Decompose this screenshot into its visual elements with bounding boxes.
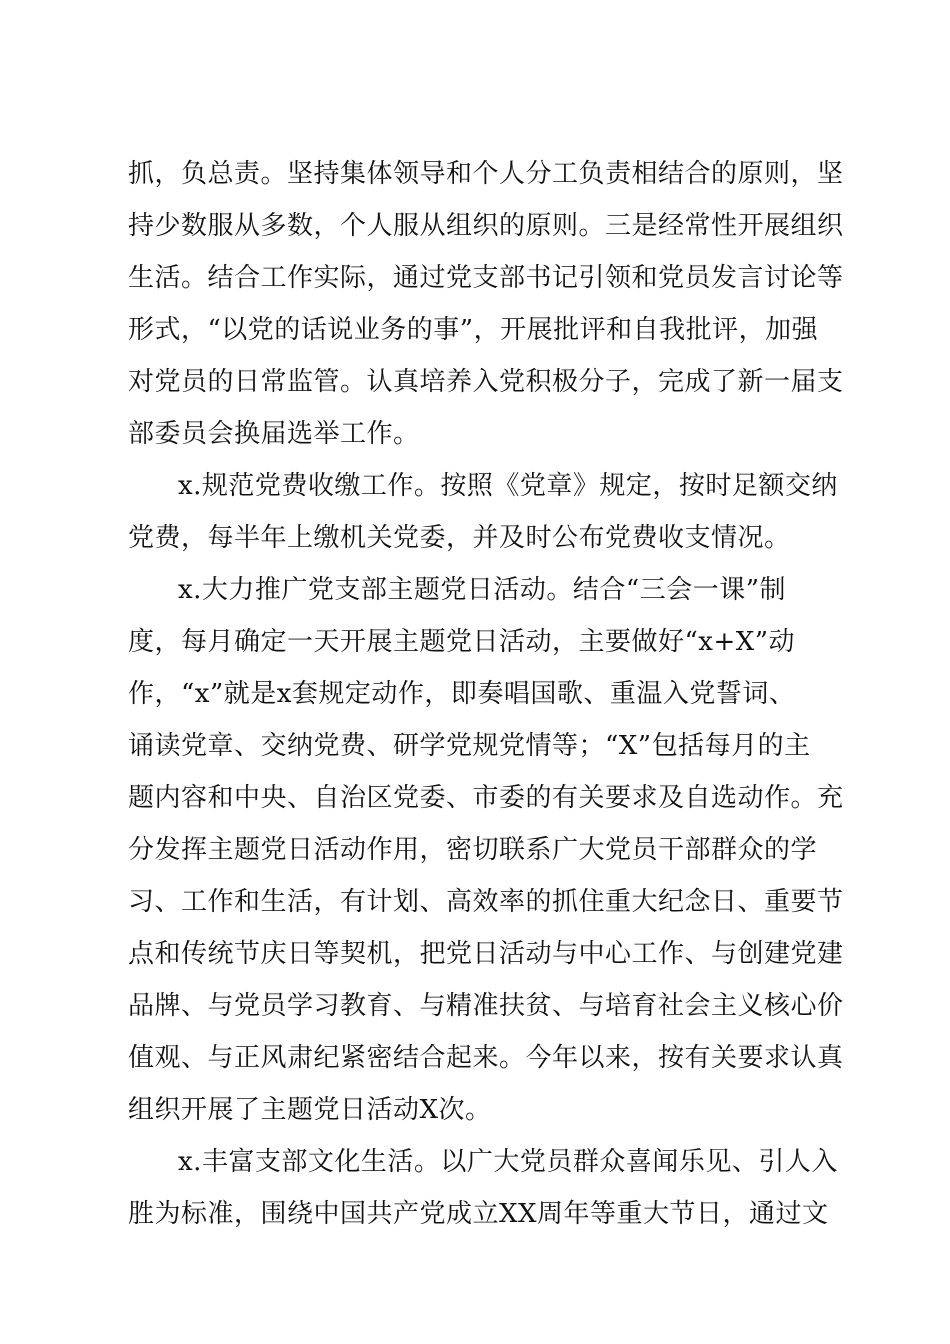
section-heading-line: x.规范党费收缴工作。按照《党章》规定，按时足额交纳 <box>178 471 838 501</box>
body-text-line: 组织开展了主题党日活动X次。 <box>128 1095 492 1125</box>
section-heading-line: x.丰富支部文化生活。以广大党员群众喜闻乐见、引人入 <box>178 1147 838 1177</box>
body-text-line: 持少数服从多数，个人服从组织的原则。三是经常性开展组织 <box>128 211 844 241</box>
body-text-line: 胜为标准，围绕中国共产党成立XX周年等重大节日，通过文 <box>128 1199 829 1229</box>
body-text-line: 点和传统节庆日等契机，把党日活动与中心工作、与创建党建 <box>128 939 844 969</box>
body-text-line: 分发挥主题党日活动作用，密切联系广大党员干部群众的学 <box>128 835 818 865</box>
body-text-line: 作，“x”就是x套规定动作，即奏唱国歌、重温入党誓词、 <box>128 679 796 709</box>
section-heading-line: x.大力推广党支部主题党日活动。结合“三会一课”制 <box>178 575 787 605</box>
body-text-line: 党费，每半年上缴机关党委，并及时公布党费收支情况。 <box>128 523 791 553</box>
body-text-line: 度，每月确定一天开展主题党日活动，主要做好“x+X”动 <box>128 627 796 657</box>
body-text-line: 生活。结合工作实际，通过党支部书记引领和党员发言讨论等 <box>128 263 844 293</box>
body-text-line: 对党员的日常监管。认真培养入党积极分子，完成了新一届支 <box>128 367 844 397</box>
body-text-line: 品牌、与党员学习教育、与精准扶贫、与培育社会主义核心价 <box>128 991 844 1021</box>
body-text-line: 形式，“以党的话说业务的事”，开展批评和自我批评，加强 <box>128 315 819 345</box>
body-text-line: 值观、与正风肃纪紧密结合起来。今年以来，按有关要求认真 <box>128 1043 844 1073</box>
body-text-line: 部委员会换届选举工作。 <box>128 419 420 449</box>
body-text-line: 题内容和中央、自治区党委、市委的有关要求及自选动作。充 <box>128 783 844 813</box>
body-text-line: 习、工作和生活，有计划、高效率的抓住重大纪念日、重要节 <box>128 887 844 917</box>
body-text-line: 抓，负总责。坚持集体领导和个人分工负责相结合的原则，坚 <box>128 159 844 189</box>
body-text-line: 诵读党章、交纳党费、研学党规党情等；“X”包括每月的主 <box>128 731 811 761</box>
